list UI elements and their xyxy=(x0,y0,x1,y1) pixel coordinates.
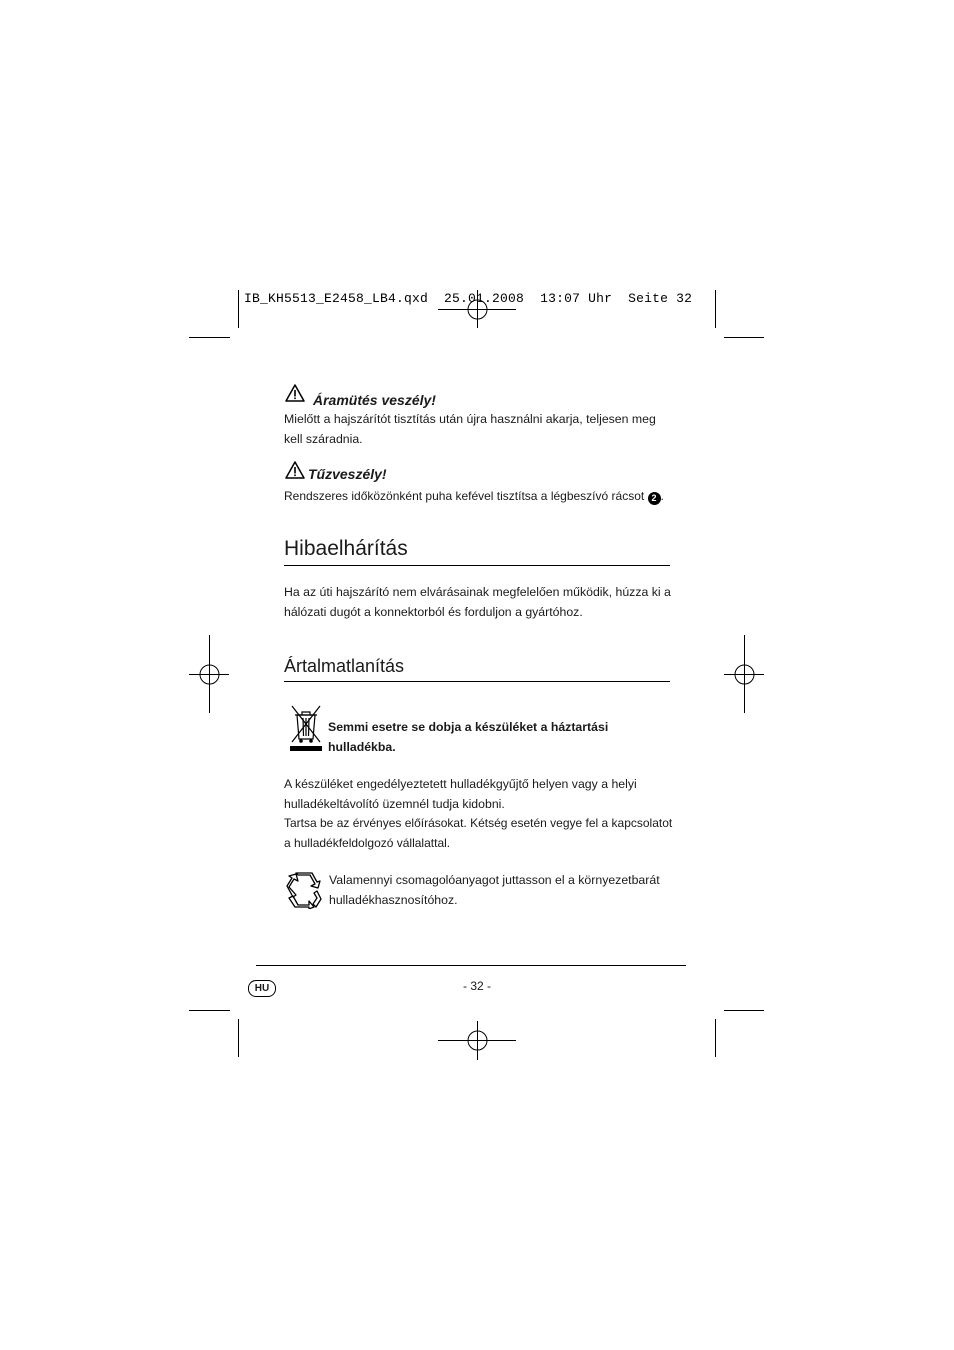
warning-title-electric-shock: Áramütés veszély! xyxy=(313,392,436,408)
heading-divider xyxy=(284,681,670,682)
warning-triangle-icon xyxy=(285,461,305,479)
footer-divider xyxy=(256,965,686,966)
warning-title-fire: Tűzveszély! xyxy=(308,466,387,482)
print-slug xyxy=(244,291,692,306)
language-badge: HU xyxy=(248,980,276,997)
recycling-icon xyxy=(285,871,323,909)
page-number: - 32 - xyxy=(462,979,491,993)
disposal-paragraph-2: Tartsa be az érvényes előírásokat. Kétség esetén vegye fel a kapcsolatot a hulladékfeldolgozó vállalattal. xyxy=(284,816,673,850)
crossed-out-bin-icon xyxy=(288,703,324,753)
troubleshooting-text: Ha az úti hajszárító nem elvárásainak megfelelően működik, húzza ki a hálózati dugót a konnektorból és forduljon a gyártóhoz. xyxy=(284,585,671,619)
warning-text-electric-shock: Mielőtt a hajszárítót tisztítás után újra használni akarja, teljesen meg kell száradnia. xyxy=(284,412,656,446)
weee-notice: Semmi esetre se dobja a készüléket a háztartási hulladékba. xyxy=(328,720,609,754)
warning-text-fire-end: . xyxy=(660,489,664,503)
warning-text-fire xyxy=(284,487,684,507)
disposal-paragraph-1: A készüléket engedélyeztetett hulladékgyűjtő helyen vagy a helyi hulladékeltávolító üzemnél tudja kidobni. xyxy=(284,777,637,811)
part-number-badge: 2 xyxy=(648,492,661,505)
warning-text-fire-body: Rendszeres időközönként puha kefével tisztítsa a légbeszívó rácsot xyxy=(284,489,645,503)
warning-triangle-icon xyxy=(285,384,305,402)
slug-page: Seite 32 xyxy=(628,291,693,306)
recycling-notice: Valamennyi csomagolóanyagot juttasson el a környezetbarát hulladékhasznosítóhoz. xyxy=(329,873,660,907)
heading-divider xyxy=(284,565,670,566)
troubleshooting-heading: Hibaelhárítás xyxy=(284,537,408,560)
slug-date: 25.01.2008 xyxy=(444,291,525,306)
slug-filename: IB_KH5513_E2458_LB4.qxd xyxy=(244,291,429,306)
slug-time: 13:07 Uhr xyxy=(540,291,613,306)
disposal-heading: Ártalmatlanítás xyxy=(284,656,405,676)
